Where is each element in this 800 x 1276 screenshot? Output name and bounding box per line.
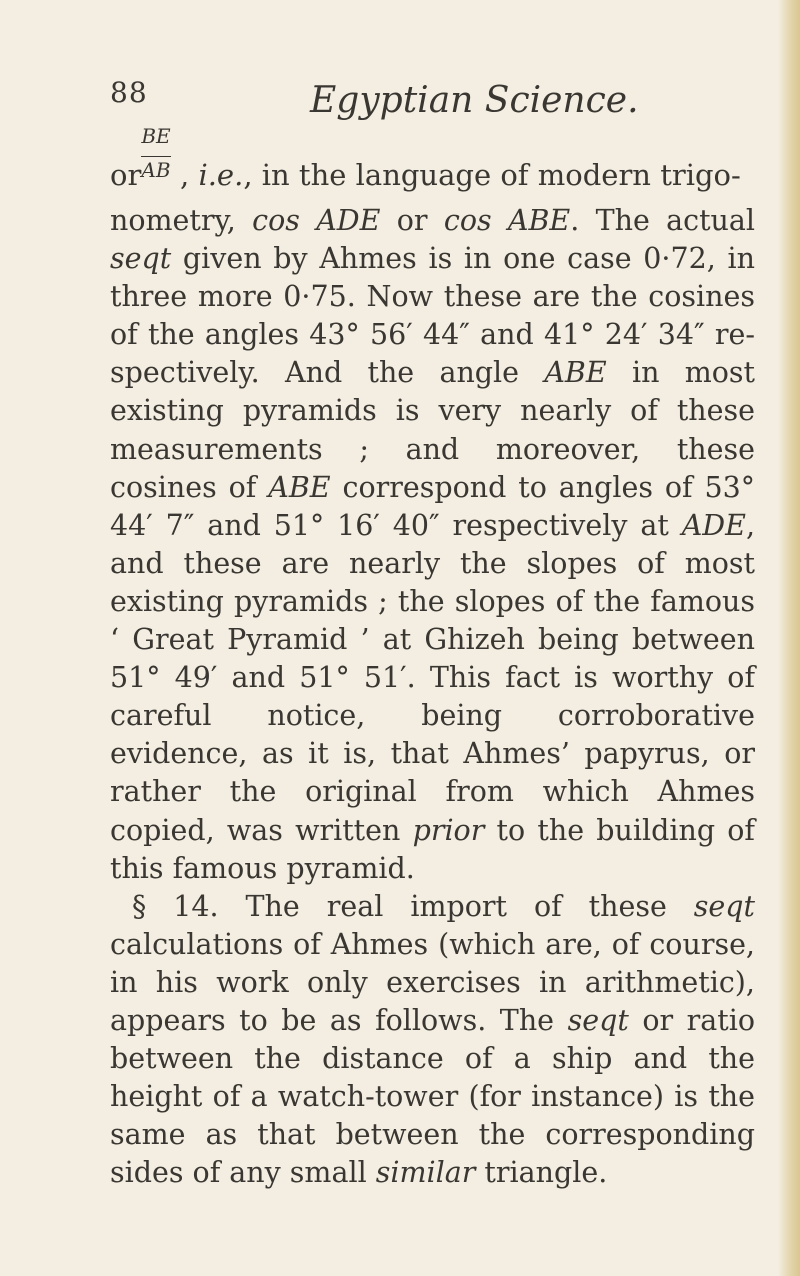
running-title: Egyptian Science. bbox=[310, 80, 639, 121]
page-number: 88 bbox=[110, 76, 148, 109]
text-run: or bbox=[380, 204, 444, 237]
text-run: correspond to angles of 53° 44′ 7″ and 51° 16′ 40″ respectively at bbox=[110, 470, 755, 542]
paragraph-section-14 bbox=[110, 888, 755, 1193]
comma: , bbox=[180, 158, 199, 192]
text-run: triangle. bbox=[475, 1156, 608, 1190]
fraction-denominator: AB bbox=[141, 158, 171, 182]
text-run: § 14. The real import of these bbox=[132, 889, 694, 923]
or-word: or bbox=[110, 158, 142, 192]
body-text bbox=[110, 202, 755, 1192]
term-prior: prior bbox=[412, 813, 485, 847]
term-seqt: seqt bbox=[567, 1003, 629, 1037]
text-run: given by Ahmes is in one case 0·72, in three more 0·75. Now these are the cosines of the angles 43° 56′ 44″ and 41° 24′ 34″ respectively. And the angle bbox=[110, 242, 755, 390]
term-abe: ABE bbox=[268, 470, 331, 504]
first-line-rest bbox=[180, 158, 741, 192]
first-line-text: , in the language of modern trigo- bbox=[243, 158, 741, 192]
text-run: . The actual bbox=[570, 204, 756, 237]
text-run: nometry, bbox=[110, 204, 253, 237]
term-cos-abe: cos ABE bbox=[443, 204, 571, 237]
text-run: , and these are nearly the slopes of most existing pyramids ; the slopes of the famous ‘ Great Pyramid ’ at Ghizeh being between 51° 49′ and 51° 51′. This fact is worthy of careful notice, being corroborative evidence, as it is, that Ahmes’ papyrus, or rather the original from which Ahmes copied, was written bbox=[110, 508, 755, 847]
fraction-be-over-ab bbox=[134, 120, 178, 190]
fraction-bar bbox=[141, 156, 171, 157]
first-text-line bbox=[110, 120, 750, 190]
page-edge bbox=[778, 0, 800, 1276]
text-run: to the building of this famous pyramid. bbox=[110, 813, 755, 885]
ie-abbrev: i.e. bbox=[198, 158, 244, 192]
term-cos-ade: cos ADE bbox=[252, 204, 381, 237]
term-abe: ABE bbox=[544, 356, 607, 390]
fraction-numerator: BE bbox=[141, 124, 171, 148]
text-run: or ratio between the distance of a ship and the height of a watch-tower (for instance) is the same as that between the corresponding sides of any small bbox=[110, 1003, 756, 1190]
term-similar: similar bbox=[375, 1156, 476, 1190]
term-seqt: seqt bbox=[693, 889, 755, 923]
term-ade: ADE bbox=[681, 508, 746, 542]
text-run: in most existing pyramids is very nearly of these measurements ; and moreover, these cosines of bbox=[110, 356, 755, 504]
paragraph-cosines bbox=[110, 202, 755, 888]
text-run: calculations of Ahmes (which are, of course, in his work only exercises in arithmetic), appears to be as follows. The bbox=[110, 927, 755, 1037]
term-seqt: seqt bbox=[110, 242, 172, 276]
